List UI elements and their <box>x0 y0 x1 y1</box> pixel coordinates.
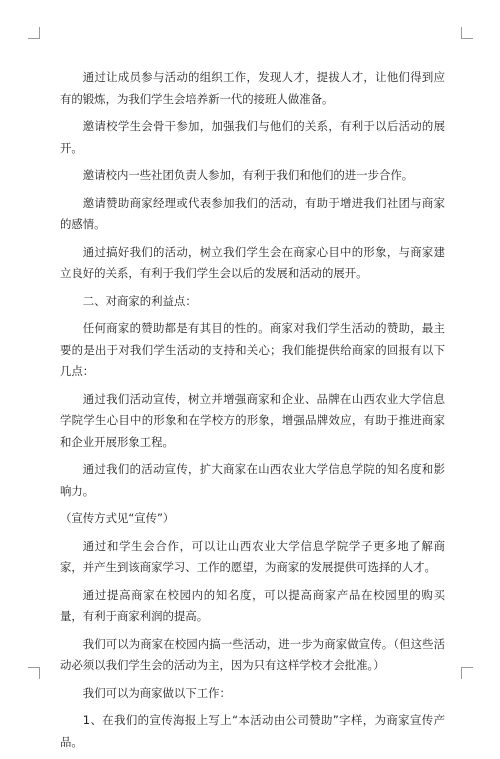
paragraph: 通过和学生会合作，可以让山西农业大学信息学院学子更多地了解商家，并产生到该商家学习、工作的愿望，为商家的发展提供可选择的人才。 <box>60 538 445 574</box>
paragraph: 我们可以为商家在校园内搞一些活动，进一步为商家做宣传。（但这些活动必须以我们学生会的活动为主，因为只有这样学校才会批准。） <box>60 636 445 672</box>
paragraph: 通过我们活动宣传，树立并增强商家和企业、品牌在山西农业大学信息学院学生心目中的形象和在学校方的形象，增强品牌效应，有助于推进商家和企业开展形象工程。 <box>60 391 445 449</box>
section-heading: 二、对商家的利益点： <box>82 293 197 308</box>
document-body <box>60 67 445 759</box>
crop-mark-bottom-left <box>28 667 40 679</box>
note-line: （宣传方式见“宣传”） <box>60 511 175 525</box>
paragraph: 邀请校学生会骨干参加，加强我们与他们的关系，有利于以后活动的展开。 <box>60 119 445 155</box>
crop-mark-bottom-right <box>461 667 473 679</box>
paragraph: 通过提高商家在校园内的知名度，可以提高商家产品在校园里的购买量，有利于商家利润的提高。 <box>60 587 445 623</box>
list-item: 1、在我们的宣传海报上写上“本活动由公司赞助”字样，为商家宣传产品。 <box>60 713 445 749</box>
crop-mark-top-left <box>28 27 40 39</box>
paragraph: 通过搞好我们的活动，树立我们学生会在商家心目中的形象，与商家建立良好的关系，有利于我们学生会以后的发展和活动的展开。 <box>60 244 445 280</box>
crop-mark-top-right <box>461 27 473 39</box>
paragraph: 我们可以为商家做以下工作： <box>82 685 231 700</box>
paragraph: 通过让成员参与活动的组织工作，发现人才，提拔人才，让他们得到应有的锻炼，为我们学生会培养新一代的接班人做准备。 <box>60 70 445 106</box>
paragraph: 邀请赞助商家经理或代表参加我们的活动，有助于增进我们社团与商家的感情。 <box>60 195 445 231</box>
paragraph: 邀请校内一些社团负责人参加，有利于我们和他们的进一步合作。 <box>82 168 414 182</box>
paragraph: 通过我们的活动宣传，扩大商家在山西农业大学信息学院的知名度和影响力。 <box>60 462 445 498</box>
paragraph: 任何商家的赞助都是有其目的性的。商家对我们学生活动的赞助，最主要的是出于对我们学生活动的支持和关心；我们能提供给商家的回报有以下几点： <box>60 321 445 378</box>
